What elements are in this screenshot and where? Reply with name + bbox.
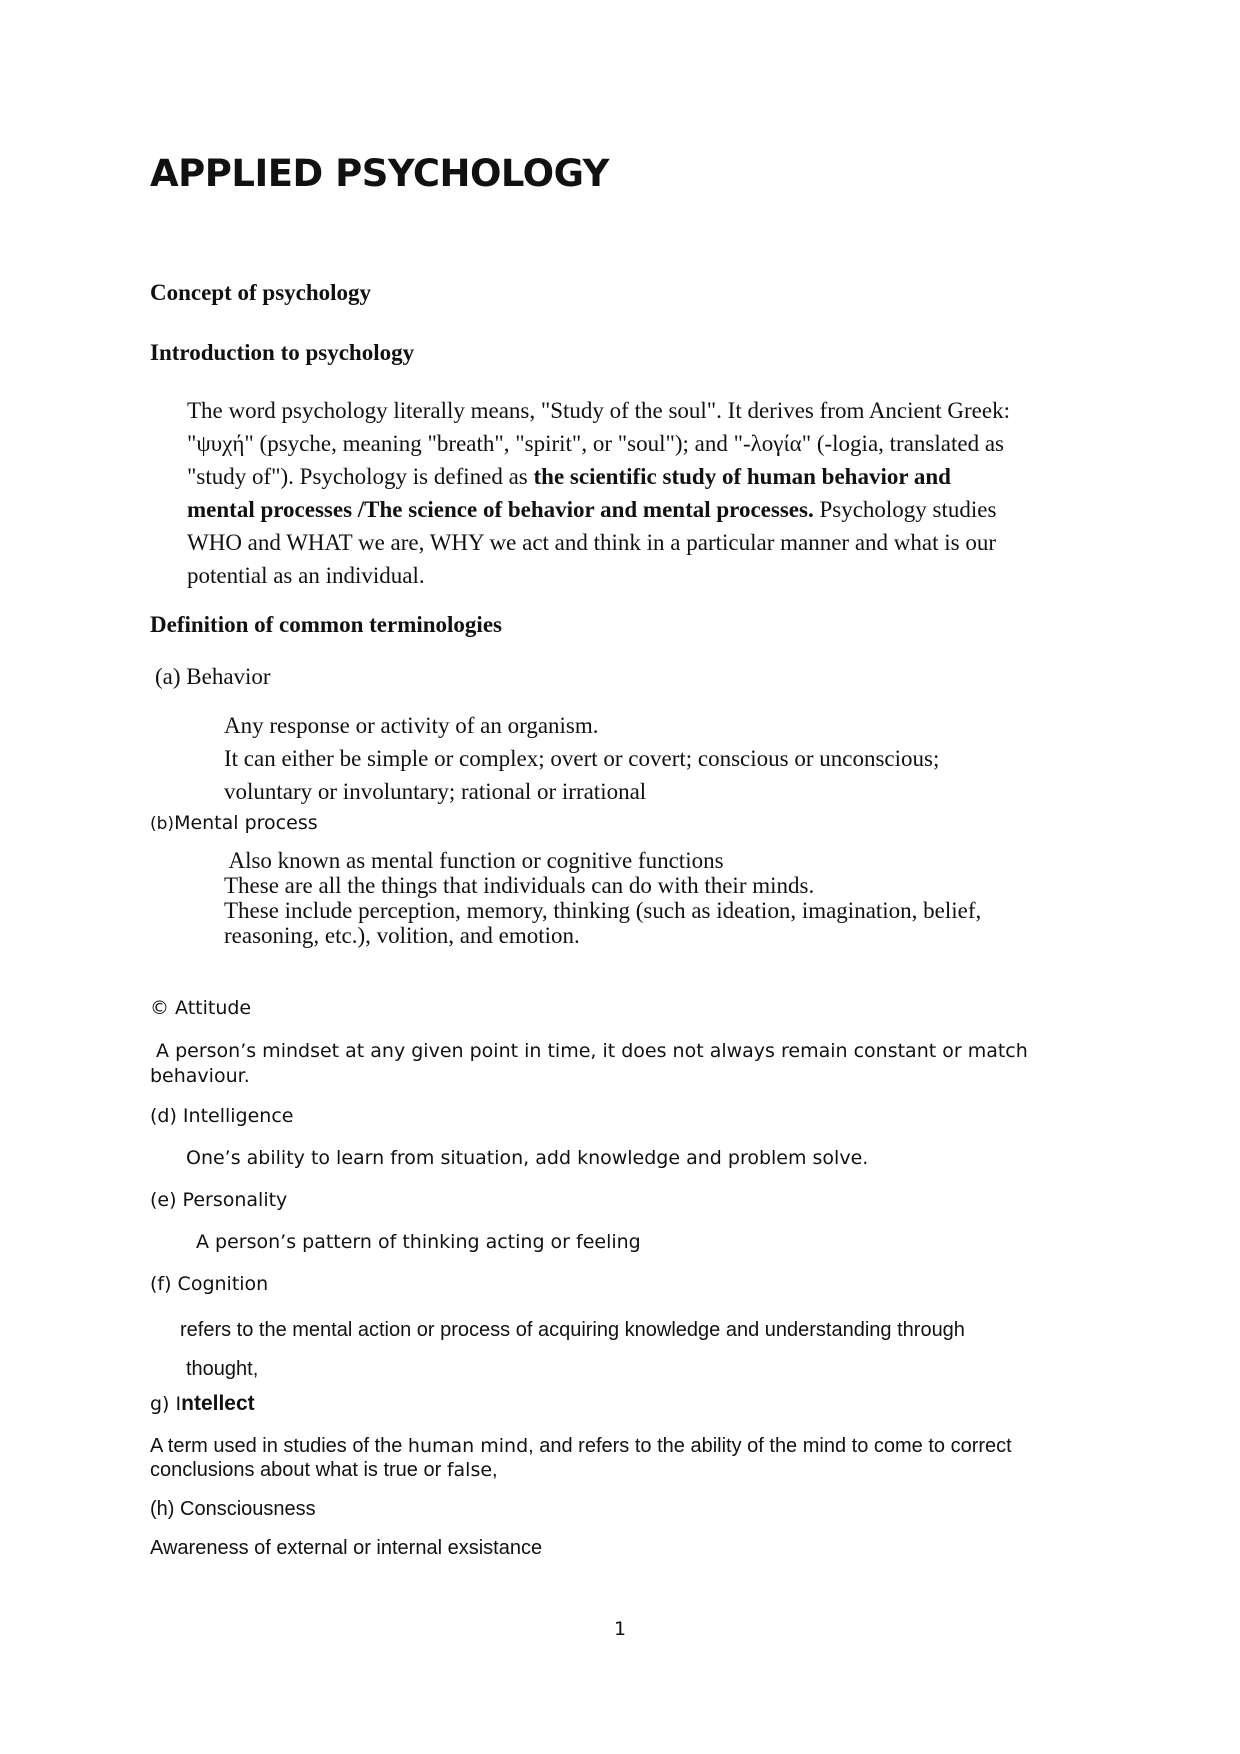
definition-text: human mind [407, 1435, 529, 1457]
term-name: ntellect [181, 1392, 255, 1415]
term-prefix: g) I [150, 1393, 182, 1415]
term-name: Mental process [174, 812, 318, 834]
term-label-personality: (e) Personality [150, 1189, 288, 1211]
term-definition-personality: A person’s pattern of thinking acting or feeling [196, 1231, 641, 1253]
term-definition-mental-process [224, 848, 981, 948]
term-label-intelligence: (d) Intelligence [150, 1105, 294, 1127]
intro-line [187, 460, 1010, 493]
intro-line [187, 493, 1010, 526]
definition-text: , [492, 1459, 498, 1481]
definition-line: Any response or activity of an organism. [224, 713, 599, 738]
intro-text: "study of"). Psychology is defined as [187, 464, 534, 489]
definition-line: These are all the things that individuals can do with their minds. [224, 873, 815, 898]
definition-line [150, 1434, 1012, 1458]
intro-bold-definition: the scientific study of human behavior and [533, 464, 951, 489]
heading-introduction: Introduction to psychology [150, 340, 415, 365]
term-definition-attitude [150, 1039, 1028, 1089]
intro-line: "ψυχή" (psyche, meaning "breath", "spirit", or "soul"); and "-λογία" (-logia, translated as [187, 431, 1004, 456]
definition-text: conclusions about what is true or [150, 1459, 447, 1481]
heading-definitions: Definition of common terminologies [150, 612, 502, 637]
definition-text: A term used in studies of the [150, 1435, 408, 1457]
term-label-consciousness: (h) Consciousness [150, 1498, 316, 1520]
definition-line: A person’s mindset at any given point in time, it does not always remain constant or match [150, 1040, 1028, 1062]
term-label-intellect [150, 1392, 255, 1416]
definition-line: Also known as mental function or cognitive functions [224, 848, 724, 873]
term-definition-intelligence: One’s ability to learn from situation, add knowledge and problem solve. [186, 1147, 869, 1169]
definition-line: voluntary or involuntary; rational or irrational [224, 779, 647, 804]
intro-bold-definition: mental processes /The science of behavior and mental processes. [187, 497, 814, 522]
intro-line: The word psychology literally means, "Study of the soul". It derives from Ancient Greek: [187, 398, 1010, 423]
term-prefix: (b) [150, 814, 175, 834]
term-label-cognition: (f) Cognition [150, 1273, 269, 1295]
definition-line: behaviour. [150, 1065, 250, 1087]
intro-line: WHO and WHAT we are, WHY we act and think in a particular manner and what is our [187, 530, 996, 555]
term-definition-cognition [180, 1311, 965, 1389]
intro-text: Psychology studies [813, 497, 997, 522]
term-definition-consciousness: Awareness of external or internal exsistance [150, 1537, 543, 1559]
page-title: APPLIED PSYCHOLOGY [150, 152, 609, 195]
term-label-behavior: (a) Behavior [155, 664, 271, 689]
term-label-attitude: © Attitude [150, 997, 252, 1019]
term-definition-intellect [150, 1434, 1012, 1482]
definition-line: refers to the mental action or process of acquiring knowledge and understanding through [180, 1319, 965, 1341]
intro-line: potential as an individual. [187, 563, 425, 588]
heading-concept: Concept of psychology [150, 280, 372, 305]
definition-text: false [446, 1459, 493, 1481]
definition-line: These include perception, memory, thinking (such as ideation, imagination, belief, [224, 898, 982, 923]
definition-line: reasoning, etc.), volition, and emotion. [224, 923, 580, 948]
definition-line: It can either be simple or complex; overt or covert; conscious or unconscious; [224, 746, 940, 771]
definition-line [150, 1458, 1012, 1482]
term-label-mental-process [150, 812, 318, 834]
definition-text: , and refers to the ability of the mind to come to correct [528, 1435, 1012, 1457]
term-definition-behavior [224, 709, 939, 808]
intro-paragraph [187, 394, 1010, 592]
page-number: 1 [613, 1618, 627, 1640]
definition-line: thought, [186, 1358, 259, 1380]
